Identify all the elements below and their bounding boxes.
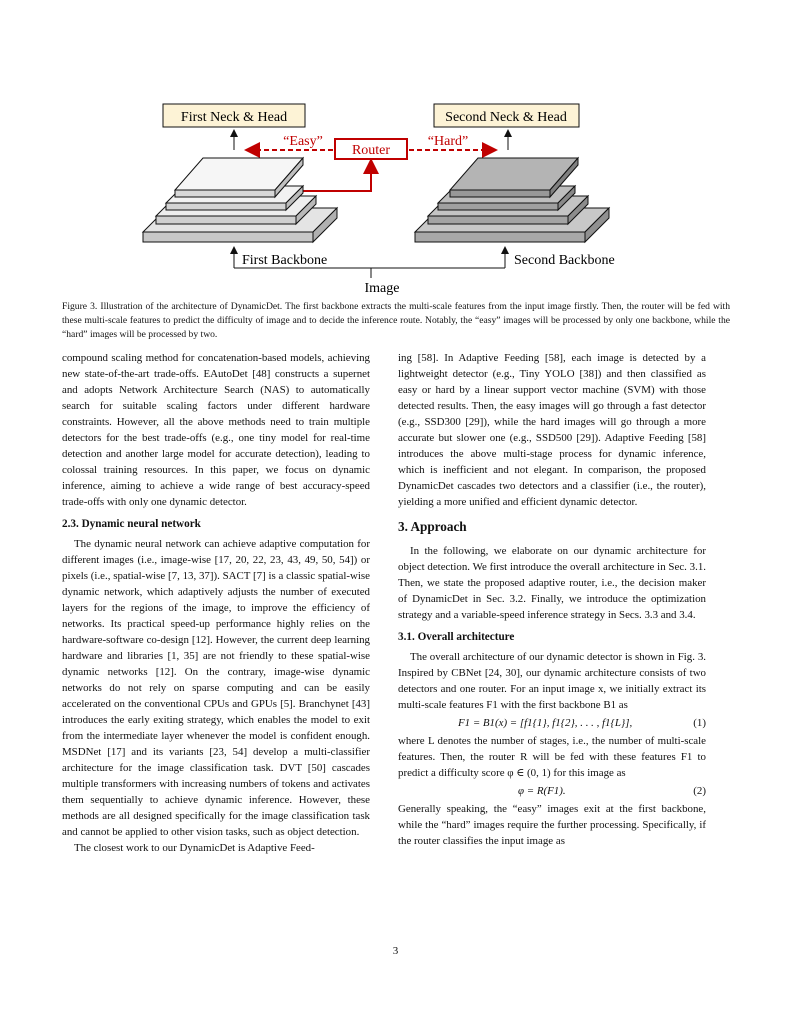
- paragraph: The closest work to our DynamicDet is Adaptive Feed-: [74, 842, 315, 854]
- paragraph: The dynamic neural network can achieve adaptive computation for different images (i.e., image-wise [17, 20, 22, 23, 43, 49, 50, 54]) or pixels (i.e., spatial-wise [7, 13, 37]). SACT [7] is a classic spatial-wise dynamic network, which adaptively adjusts the number of executed layers for the regions of the image, to improve the efficiency of networks. Its practical speed-up performance highly relies on the hardware-software co-design [12]. However, the current deep learning hardware and libraries [1, 35] are not friendly to these spatial-wise dynamic networks [12]. On the contrary, image-wise dynamic networks do not rely on sparse computing and can be easily accelerated on the conventional CPUs and GPUs [5]. Branchynet [43] introduces the early exiting strategy, which enables the model to exit from the intermediate layer whenever the model is confident enough. MSDNet [17] and its variants [23, 54] develop a multi-classifier architecture for the image classification task. DVT [50] cascades multiple transformers with increasing numbers of tokens and activates them sequentially to achieve dynamic inference. However, these methods are all designed specifically for the image classification task and cannot be applied to other vision tasks, such as object detection.: [62, 538, 370, 838]
- left-column: [62, 350, 370, 856]
- equation-2-number: (2): [693, 785, 706, 797]
- section-heading-2-3: 2.3. Dynamic neural network: [62, 518, 201, 530]
- second-backbone-stack: [415, 158, 609, 242]
- equation-2: [398, 783, 706, 799]
- router-label: Router: [351, 143, 391, 158]
- image-label: Image: [364, 281, 400, 296]
- first-backbone-stack: [143, 158, 337, 242]
- easy-label: “Easy”: [283, 134, 323, 149]
- paragraph: compound scaling method for concatenation-based models, achieving new state-of-the-art trade-offs. EAutoDet [48] constructs a supernet and adopts Network Architecture Search (NAS) to automatically search for suitable scaling factors under different hardware constraints. However, all the above methods need to train multiple detectors for the best trade-offs (e.g., one tiny model for real-time detection and another large model for accurate detection), leading to colossal training resources. In this paper, we focus on dynamic inference, aiming to achieve a wide range of best accuracy-speed trade-offs with only one dynamic detector.: [62, 352, 370, 508]
- equation-2-body: φ = R(F1).: [518, 785, 566, 797]
- equation-1-number: (1): [693, 717, 706, 729]
- paragraph: In the following, we elaborate on our dynamic architecture for object detection. We first introduce the overall architecture in Sec. 3.1. Then, we state the proposed adaptive router, i.e., the decision maker of DynamicDet in Sec. 3.2. Finally, we introduce the optimization strategy and a variable-speed inference strategy in Secs. 3.3 and 3.4.: [398, 545, 706, 621]
- architecture-figure: [0, 0, 791, 300]
- paragraph: Generally speaking, the “easy” images exit at the first backbone, while the “hard” images require the further processing. Specifically, if the router classifies the input image as: [398, 803, 706, 847]
- second-backbone-label: Second Backbone: [514, 253, 615, 268]
- page-number: 3: [392, 945, 399, 957]
- right-column: [398, 350, 706, 849]
- hard-label: “Hard”: [427, 134, 469, 149]
- second-neck-head-label: Second Neck & Head: [445, 110, 567, 125]
- equation-1-body: F1 = B1(x) = [f1{1}, f1{2}, . . . , f1{L}],: [458, 717, 633, 729]
- section-heading-3-1: 3.1. Overall architecture: [398, 631, 515, 643]
- equation-1: [398, 715, 706, 731]
- paragraph: where L denotes the number of stages, i.e., the number of multi-scale features. Then, the router R will be fed with these features F1 to predict a difficulty score φ ∈ (0, 1) for this image as: [398, 735, 706, 779]
- first-neck-head-label: First Neck & Head: [180, 110, 288, 125]
- router-input-line: [303, 162, 371, 191]
- paragraph: The overall architecture of our dynamic detector is shown in Fig. 3. Inspired by CBNet [24, 30], our dynamic architecture consists of two detectors and one router. For an input image x, we initially extract its multi-scale features F1 with the first backbone B1 as: [398, 651, 706, 711]
- figure-caption: Figure 3. Illustration of the architecture of DynamicDet. The first backbone extracts the multi-scale features from the input image firstly. Then, the router will be fed with these multi-scale features to predict the difficulty of image and to decide the inference route. Notably, the “easy” images will be processed by only one backbone, while the “hard” images will be processed by two.: [62, 301, 730, 341]
- first-backbone-label: First Backbone: [242, 253, 328, 268]
- section-heading-3: 3. Approach: [398, 519, 467, 534]
- paragraph: ing [58]. In Adaptive Feeding [58], each image is detected by a lightweight detector (e.g., Tiny YOLO [38]) and then classified as easy or hard by a linear support vector machine (SVM) with those detected results. Then, the easy images will go through a fast detector (e.g., SSD300 [29]), while the hard images will go through a more accurate but slower one (e.g., SSD500 [29]). Adaptive Feeding [58] introduces the above multi-stage process for dynamic inference, which is inefficient and not elegant. In comparison, the proposed DynamicDet cascades two detectors and a classifier (i.e., the router), yielding a more unified and efficient dynamic detector.: [398, 352, 706, 508]
